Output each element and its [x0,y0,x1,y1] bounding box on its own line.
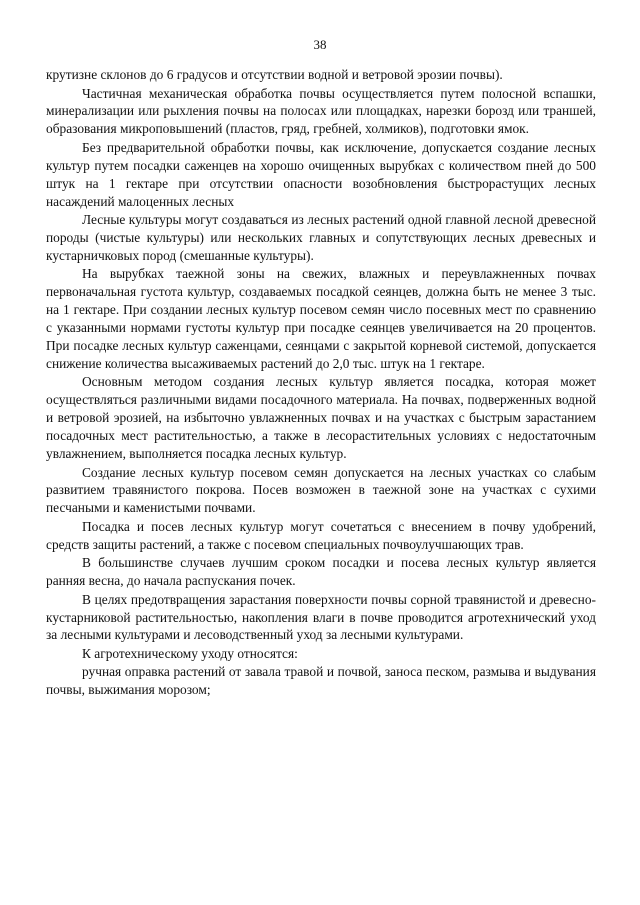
paragraph: В целях предотвращения зарастания поверхности почвы сорной травянистой и древесно-кустарниковой растительностью, накопления влаги в почве проводится агротехнический уход за лесными культурами и лесоводственный уход за лесными культурами. [46,591,596,643]
paragraph: К агротехническому уходу относятся: [82,645,298,661]
page-number: 38 [313,37,327,52]
paragraph: В большинстве случаев лучшим сроком посадки и посева лесных культур является ранняя весна, до начала распускания почек. [46,555,596,589]
paragraph: Основным методом создания лесных культур является посадка, которая может осуществляться различными видами посадочного материала. На почвах, подверженных водной и ветровой эрозией, на избыточно увлажненных почвах и на участках с быстрым зарастанием посадочных мест растительностью, а также в лесорастительных условиях с недостаточным увлажнением, выполняется посадка лесных культур. [46,374,596,461]
paragraph: Без предварительной обработки почвы, как исключение, допускается создание лесных культур путем посадки саженцев на хорошо очищенных вырубках с количеством пней до 500 штук на 1 гектаре при отсутствии опасности возобновления быстрорастущих лесных насаждений малоценных лесных [46,139,596,209]
paragraph: Частичная механическая обработка почвы осуществляется путем полосной вспашки, минерализации или рыхления почвы на полосах или площадках, нарезки борозд или траншей, образования микроповышений (пластов, гряд, гребней, холмиков), подготовки ямок. [46,85,596,137]
paragraph: крутизне склонов до 6 градусов и отсутствии водной и ветровой эрозии почвы). [46,67,503,82]
paragraph: ручная оправка растений от завала травой и почвой, заноса песком, размыва и выдувания почвы, выжимания морозом; [46,664,596,698]
paragraph: Создание лесных культур посевом семян допускается на лесных участках со слабым развитием травянистого покрова. Посев возможен в таежной зоне на участках с сухими песчаными и каменистыми почвами. [46,464,596,516]
paragraph: Посадка и посев лесных культур могут сочетаться с внесением в почву удобрений, средств защиты растений, а также с посевом специальных почвоулучшающих трав. [46,518,596,552]
paragraph: Лесные культуры могут создаваться из лесных растений одной главной лесной древесной породы (чистые культуры) или нескольких главных и сопутствующих лесных древесных и кустарничковых пород (смешанные культуры). [46,212,596,263]
paragraph: На вырубках таежной зоны на свежих, влажных и переувлажненных почвах первоначальная густота культур, создаваемых посадкой сеянцев, должна быть не менее 3 тыс. на 1 гектаре. При создании лесных культур посевом семян число посевных мест по сравнению с указанными нормами густоты культур при посадке сеянцев увеличивается на 20 процентов. При посадке лесных культур саженцами, сеянцами с закрытой корневой системой, допускается снижение количества высаживаемых растений до 2,0 тыс. штук на 1 гектаре. [46,266,596,371]
document-body [46,66,596,700]
